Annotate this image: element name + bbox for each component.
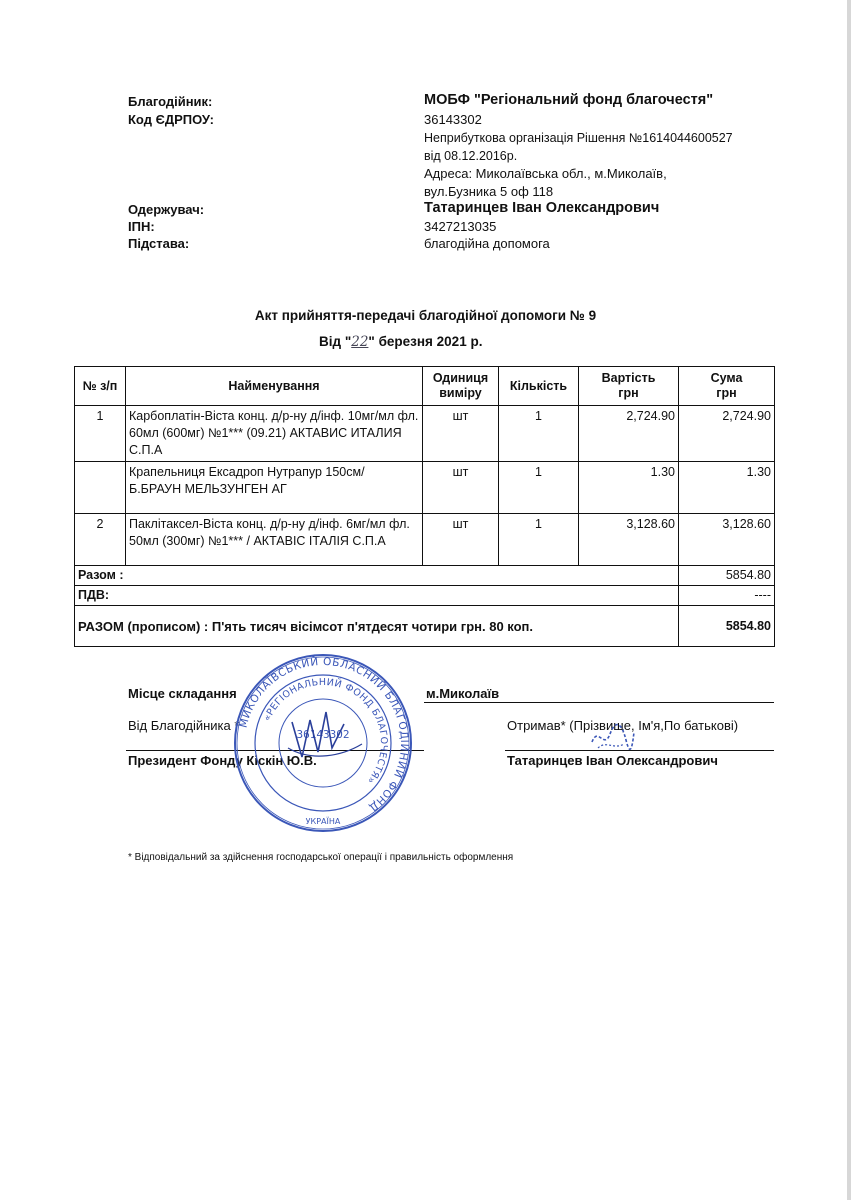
nonprofit-line2: від 08.12.2016р. [424, 149, 518, 163]
row-quantity: 1 [499, 514, 579, 566]
vat-label: ПДВ: [75, 586, 679, 606]
place-value: м.Миколаїв [426, 686, 500, 701]
col-price [579, 367, 679, 406]
act-title: Акт прийняття-передачі благодійної допомоги № 9 [254, 308, 597, 323]
total-label: Разом : [75, 566, 679, 586]
basis-value: благодійна допомога [424, 236, 550, 251]
donor-name: МОБФ "Регіональний фонд благочестя" [424, 92, 714, 108]
receiver-signature [588, 720, 638, 754]
basis-label: Підстава: [128, 236, 190, 251]
edrpou-value: 36143302 [424, 112, 482, 127]
col-unit [423, 367, 499, 406]
row-number [75, 462, 126, 514]
col-name: Найменування [126, 367, 423, 406]
received-label: Отримав* (Прізвище, Ім'я,По батькові) [507, 718, 739, 733]
vat-row [75, 586, 775, 606]
address-line1: Адреса: Миколаївська обл., м.Миколаїв, [424, 166, 667, 181]
table-row [75, 406, 775, 462]
organization-stamp [232, 652, 414, 834]
stamp-inner-text: «РЕГІОНАЛЬНИЙ ФОНД БЛАГОЧЕСТЯ» [261, 676, 390, 787]
president-label: Президент Фонду Кіскін Ю.В. [128, 753, 317, 768]
total-in-words-value: 5854.80 [679, 606, 775, 647]
footnote: * Відповідальний за здійснення господарської операції і правильність оформлення [128, 852, 514, 863]
stamp-outer-text: МИКОЛАЇВСЬКИЙ ОБЛАСНИЙ БЛАГОДІЙНИЙ ФОНД [237, 655, 411, 814]
nonprofit-line1: Неприбуткова організація Рішення №1614044600527 [424, 131, 733, 145]
date-suffix: " березня 2021 р. [368, 334, 483, 349]
row-sum: 1.30 [679, 462, 775, 514]
row-sum: 2,724.90 [679, 406, 775, 462]
items-table [74, 366, 775, 647]
row-sum: 3,128.60 [679, 514, 775, 566]
total-value: 5854.80 [679, 566, 775, 586]
col-unit-l2: виміру [439, 386, 482, 400]
row-quantity: 1 [499, 462, 579, 514]
row-quantity: 1 [499, 406, 579, 462]
col-number: № з/п [75, 367, 126, 406]
place-label: Місце складання [128, 686, 237, 701]
total-row [75, 566, 775, 586]
table-header-row [75, 367, 775, 406]
vat-value: ---- [679, 586, 775, 606]
col-sum [679, 367, 775, 406]
words-row [75, 606, 775, 647]
from-donor-label: Від Благодійника * [128, 718, 240, 733]
edrpou-label: Код ЄДРПОУ: [128, 112, 214, 127]
stamp-country: УКРАЇНА [305, 817, 341, 826]
date-prefix: Від " [319, 334, 352, 349]
row-price: 3,128.60 [579, 514, 679, 566]
row-unit: шт [423, 462, 499, 514]
row-name: Паклітаксел-Віста конц. д/р-ну д/інф. 6мг/мл фл. 50мл (300мг) №1*** / АКТАВІС ІТАЛІЯ С.П.А [126, 514, 423, 566]
receiver-signature-line [505, 750, 774, 751]
row-number: 1 [75, 406, 126, 462]
recipient-label: Одержувач: [128, 202, 205, 217]
row-name: Карбоплатін-Віста конц. д/р-ну д/інф. 10мг/мл фл. 60мл (600мг) №1*** (09.21) АКТАВИС ИТАЛИЯ С.П.А [126, 406, 423, 462]
row-unit: шт [423, 406, 499, 462]
stamp-code: 36143302 [296, 728, 350, 741]
act-date [319, 334, 482, 350]
table-row [75, 514, 775, 566]
col-price-l1: Вартість [601, 371, 656, 385]
scan-edge [847, 0, 851, 1200]
ipn-label: ІПН: [128, 219, 155, 234]
receiver-name: Татаринцев Іван Олександрович [507, 753, 718, 768]
col-price-l2: грн [618, 386, 639, 400]
stamp-seal [235, 655, 411, 831]
recipient-name: Татаринцев Іван Олександрович [424, 200, 660, 216]
place-underline [424, 702, 774, 703]
row-number: 2 [75, 514, 126, 566]
row-unit: шт [423, 514, 499, 566]
total-in-words: РАЗОМ (прописом) : П'ять тисяч вісімсот п'ятдесят чотири грн. 80 коп. [75, 606, 679, 647]
col-quantity: Кількість [499, 367, 579, 406]
donor-label: Благодійник: [128, 94, 213, 109]
col-sum-l1: Сума [710, 371, 743, 385]
date-day: 22 [351, 334, 369, 350]
row-price: 2,724.90 [579, 406, 679, 462]
ipn-value: 3427213035 [424, 219, 497, 234]
address-line2: вул.Бузника 5 оф 118 [424, 184, 554, 199]
table-row [75, 462, 775, 514]
row-price: 1.30 [579, 462, 679, 514]
col-unit-l1: Одиниця [432, 371, 489, 385]
row-name: Крапельниця Ексадроп Нутрапур 150см/ Б.БРАУН МЕЛЬЗУНГЕН АГ [126, 462, 423, 514]
col-sum-l2: грн [716, 386, 737, 400]
